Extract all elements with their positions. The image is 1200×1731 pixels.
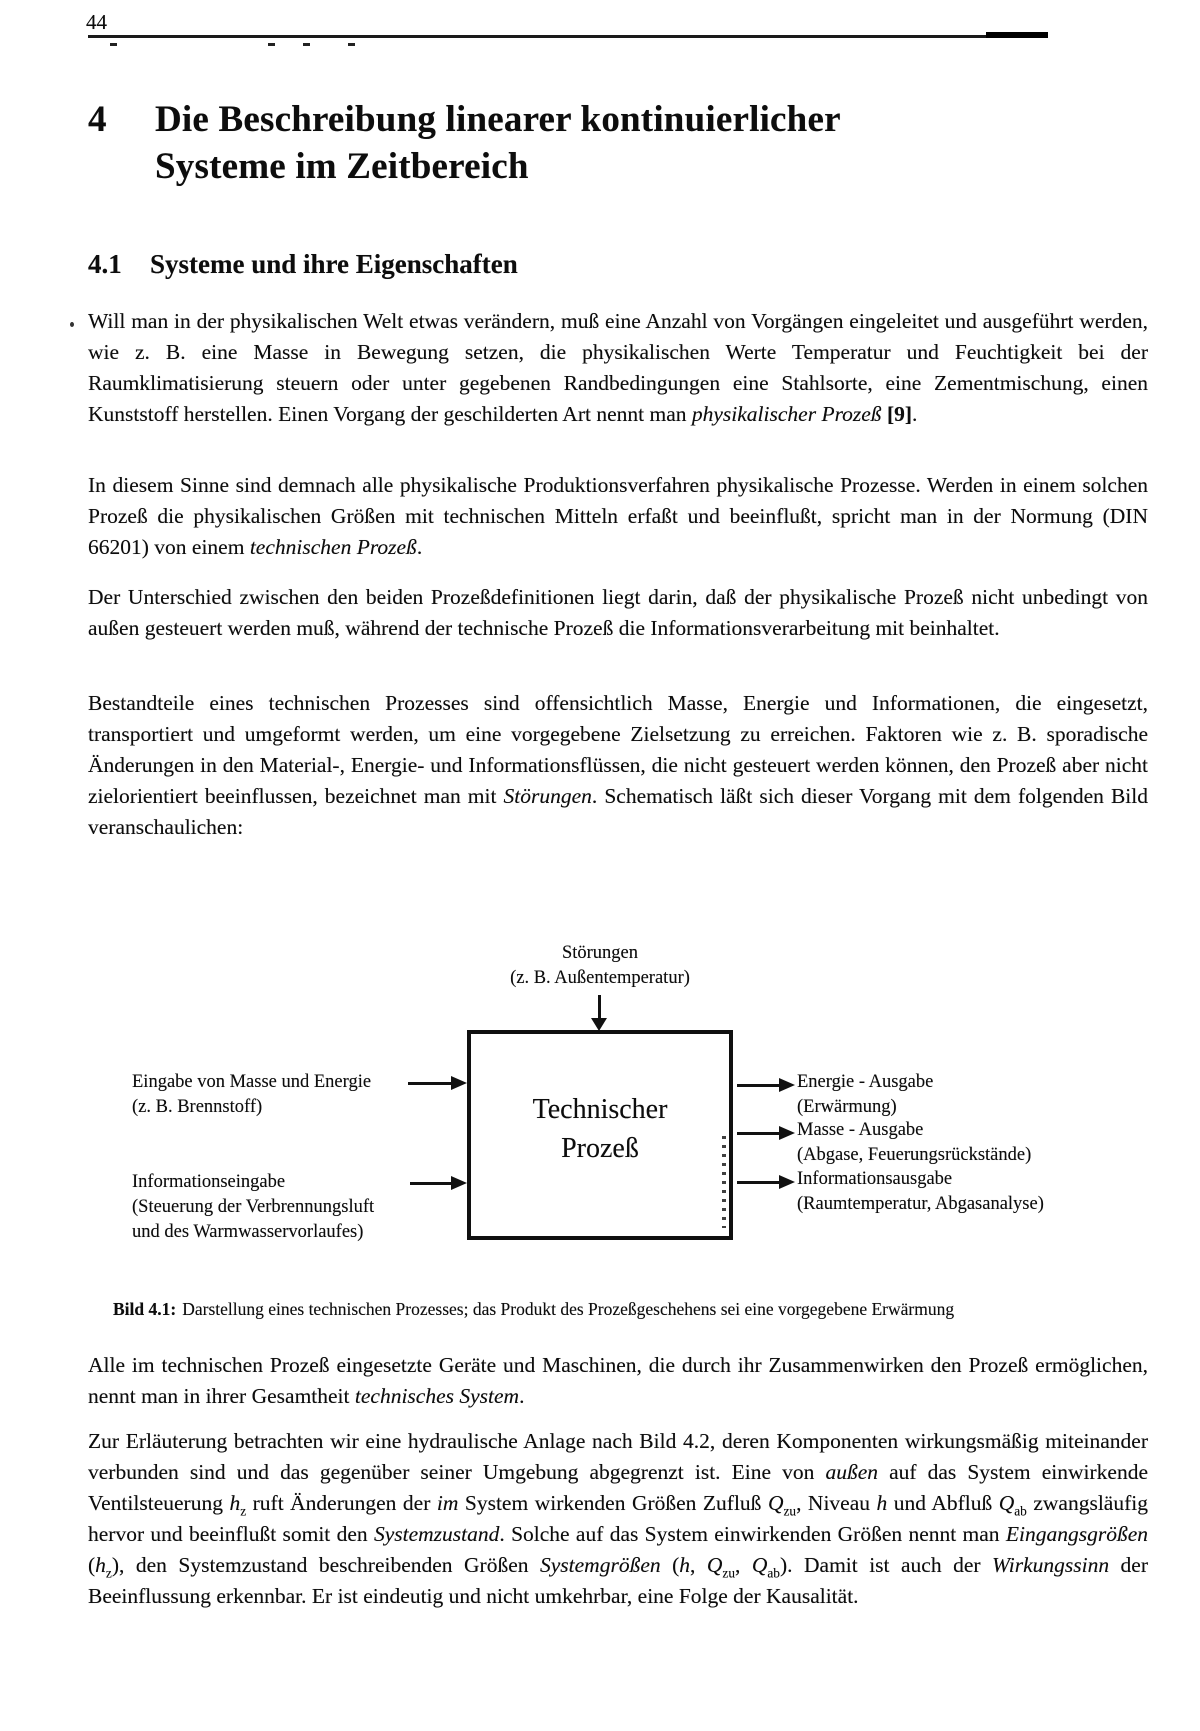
section-title: Systeme und ihre Eigenschaften <box>150 249 518 279</box>
scan-dash-artifact <box>110 43 117 46</box>
header-rule-artifact <box>986 32 1048 38</box>
input-arrow-line <box>410 1182 452 1185</box>
header-rule <box>88 35 1038 38</box>
disturbance-label: Störungen <box>561 943 639 963</box>
section-heading <box>88 248 518 281</box>
section-number: 4.1 <box>88 249 122 279</box>
output-arrowhead-icon <box>779 1126 795 1140</box>
output-arrow-line <box>737 1181 780 1184</box>
output-information-label: Informationsausgabe (Raumtemperatur, Abgasanalyse) <box>797 1169 1044 1214</box>
figure-caption-text: Darstellung eines technischen Prozesses; das Produkt des Prozeßgeschehens sei eine vorgegebene Erwärmung <box>182 1299 955 1319</box>
disturbance-arrow-line <box>598 995 601 1020</box>
input-arrowhead-icon <box>451 1076 467 1090</box>
scan-noise-artifact <box>722 1136 726 1228</box>
output-arrowhead-icon <box>779 1175 795 1189</box>
scan-dash-artifact <box>303 43 310 46</box>
scan-dot-artifact <box>70 322 74 327</box>
paragraph-technischer-prozess: In diesem Sinne sind demnach alle physikalische Produktionsverfahren physikalische Prozesse. Werden in einem solchen Prozeß die physikalischen Größen mit technischen Mitteln erfaßt und beeinflußt, spricht man in der Normung (DIN 66201) von einem technischen Prozeß. <box>88 473 1148 559</box>
paragraph-physikalischer-prozess: Will man in der physikalischen Welt etwas verändern, muß eine Anzahl von Vorgängen eingeleitet und ausgeführt werden, wie z. B. eine Masse in Bewegung setzen, die physikalischen Werte Temperatur und Feuchtigkeit bei der Raumklimatisierung steuern oder unter gegebenen Randbedingungen eine Stahlsorte, eine Zementmischung, einen Kunststoff herstellen. Einen Vorgang der geschilderten Art nennt man physikalischer Prozeß [9]. <box>88 309 1148 426</box>
scan-dash-artifact <box>348 43 355 46</box>
input-mass-energy-label: Eingabe von Masse und Energie (z. B. Brennstoff) <box>132 1072 372 1117</box>
output-mass-label: Masse - Ausgabe (Abgase, Feuerungsrückstände) <box>797 1120 1032 1165</box>
chapter-heading <box>88 96 955 190</box>
paragraph-hydraulische-anlage: Zur Erläuterung betrachten wir eine hydraulische Anlage nach Bild 4.2, deren Komponenten wirkungsmäßig miteinander verbunden sind und das gegenüber seiner Umgebung abgegrenzt ist. Eine von außen auf das System einwirkende Ventilsteuerung $h_z$ ruft Änderungen der im System wirkenden Größen Zufluß $Q_{zu}$, Niveau h und Abfluß $Q_{ab}$ zwangsläufig hervor und beeinflußt somit den Systemzustand. Solche auf das System einwirkenden Größen nennt man Eingangsgrößen $(h_z)$, den Systemzustand beschreibenden Größen Systemgrößen (h, $Q_{zu}$, $Q_{ab}$). Damit ist auch der Wirkungssinn der Beeinflussung erkennbar. Er ist eindeutig und nicht umkehrbar, eine Folge der Kausalität. <box>88 1429 1149 1608</box>
figure-bild-4-1 <box>0 938 1200 1256</box>
input-arrowhead-icon <box>451 1176 467 1190</box>
process-box-line1: Technischer <box>532 1094 668 1125</box>
output-arrow-line <box>737 1132 780 1135</box>
output-arrowhead-icon <box>779 1078 795 1092</box>
figure-caption-label: Bild 4.1: <box>113 1299 177 1319</box>
figure-caption <box>113 1298 1158 1321</box>
paragraph-technisches-system: Alle im technischen Prozeß eingesetzte Geräte und Maschinen, die durch ihr Zusammenwirken den Prozeß ermöglichen, nennt man in ihrer Gesamtheit technisches System. <box>88 1353 1148 1408</box>
input-information-label: Informationseingabe (Steuerung der Verbrennungsluft und des Warmwasservorlaufes) <box>132 1172 375 1242</box>
input-arrow-line <box>408 1082 452 1085</box>
process-box-line2: Prozeß <box>561 1133 639 1164</box>
paragraph-bestandteile: Bestandteile eines technischen Prozesses sind offensichtlich Masse, Energie und Informationen, die eingesetzt, transportiert und umgeformt werden, um eine vorgegebene Zielsetzung zu erreichen. Faktoren wie z. B. sporadische Änderungen in den Material-, Energie- und Informationsflüssen, die nicht gesteuert werden können, den Prozeß aber nicht zielorientiert beeinflussen, bezeichnet man mit Störungen. Schematisch läßt sich dieser Vorgang mit dem folgenden Bild veranschaulichen: <box>88 691 1148 839</box>
process-box <box>467 1030 733 1240</box>
output-arrow-line <box>737 1084 780 1087</box>
scan-dash-artifact <box>268 43 275 46</box>
paragraph-unterschied: Der Unterschied zwischen den beiden Prozeßdefinitionen liegt darin, daß der physikalische Prozeß nicht unbedingt von außen gesteuert werden muß, während der technische Prozeß die Informationsverarbeitung mit beinhaltet. <box>88 585 1148 640</box>
output-energy-label: Energie - Ausgabe (Erwärmung) <box>797 1072 934 1117</box>
chapter-number: 4 <box>88 99 107 140</box>
disturbance-example-label: (z. B. Außentemperatur) <box>510 968 690 988</box>
chapter-title: Die Beschreibung linearer kontinuierlicher Systeme im Zeitbereich <box>155 99 841 187</box>
page-number: 44 <box>86 10 107 34</box>
